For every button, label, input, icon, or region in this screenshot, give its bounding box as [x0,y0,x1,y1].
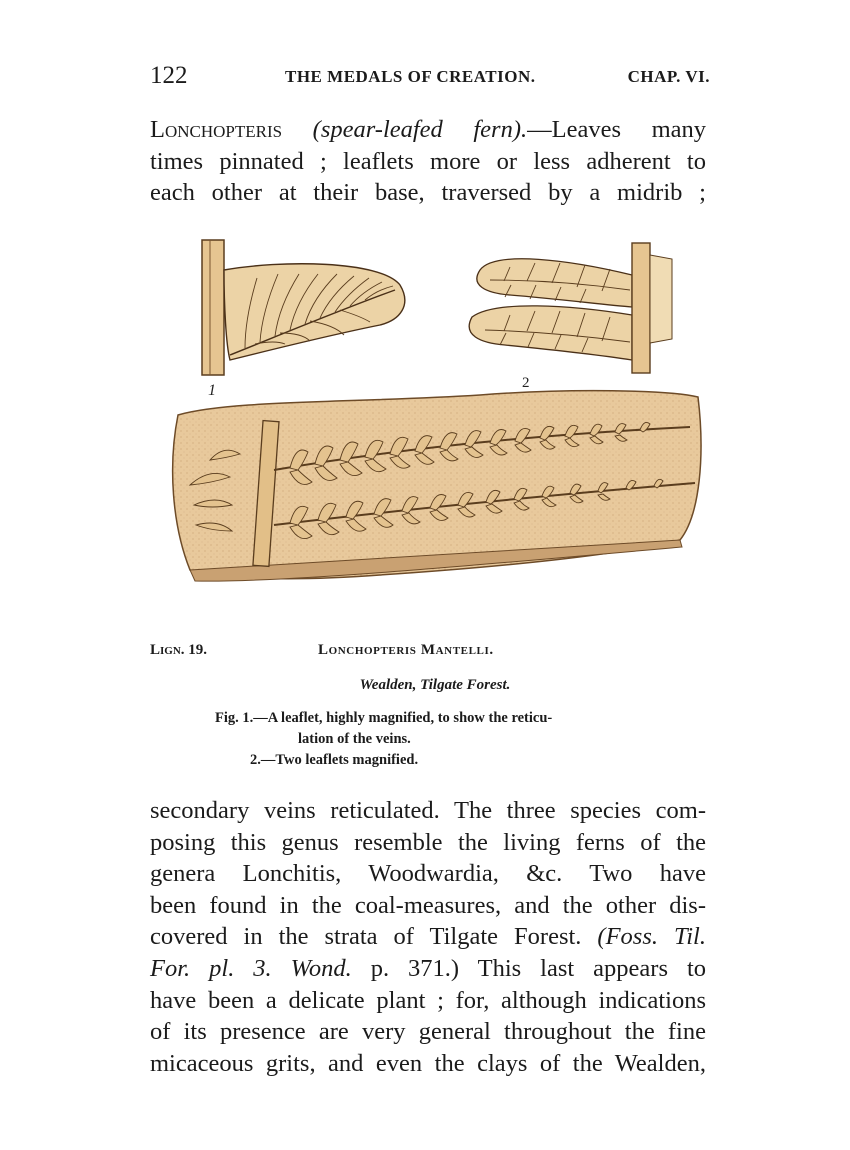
fossil-engraving [150,225,710,585]
text-line: genera Lonchitis, Woodwardia, &c. Two have [150,860,706,888]
locality: Wealden, Tilgate Forest. [359,677,511,693]
text-line: been found in the coal-measures, and the other dis- [150,891,706,919]
text-line [150,953,706,985]
text-line: micaceous grits, and even the clays of the Wealden, [150,1049,706,1077]
species-name: Lonchopteris Mantelli. [318,642,494,658]
fig1-leaflet [202,240,405,375]
text-fragment: —Leaves many [527,116,706,143]
text-line: secondary veins reticulated. The three species com- [150,797,706,824]
text-line [150,114,706,146]
fig2-description: 2.—Two leaflets magnified. [250,752,419,768]
chapter-label: CHAP. VI. [627,67,710,86]
fig1-description: Fig. 1.—A leaflet, highly magnified, to show the reticu- [215,710,553,726]
common-name: (spear-leafed fern). [312,116,528,143]
reference-plate: For. pl. 3. [150,954,272,982]
bottom-paragraph [150,795,706,1079]
top-paragraph [150,114,706,209]
text-line: posing this genus resemble the living ferns of the [150,828,706,856]
reference-fossils: (Foss. Til. [597,923,706,951]
reference-wonders: Wond. [290,954,352,982]
fossil-plate-illustration [150,225,710,585]
text-fragment: p. 371.) [370,954,460,982]
fossil-slab [173,391,701,582]
text-fragment: This last appears to [477,954,707,982]
genus-name: Lonchopteris [150,116,283,143]
text-line: times pinnated ; leaflets more or less adherent to [150,147,706,175]
fig1-description-cont: lation of the veins. [298,731,411,747]
running-title: THE MEDALS OF CREATION. [285,67,536,86]
fig1-number: 1 [208,382,216,399]
text-line [150,921,706,953]
fig2-number: 2 [522,375,530,391]
text-line: each other at their base, traversed by a midrib ; [150,179,706,207]
page-header [150,62,710,92]
illustration-number: Lign. 19. [150,642,208,658]
text-line: have been a delicate plant ; for, although indications [150,986,706,1014]
text-line: of its presence are very general throughout the fine [150,1018,706,1046]
text-fragment: covered in the strata of Tilgate Forest. [150,923,582,951]
fig2-leaflets [469,243,672,373]
page-number: 122 [150,62,188,89]
